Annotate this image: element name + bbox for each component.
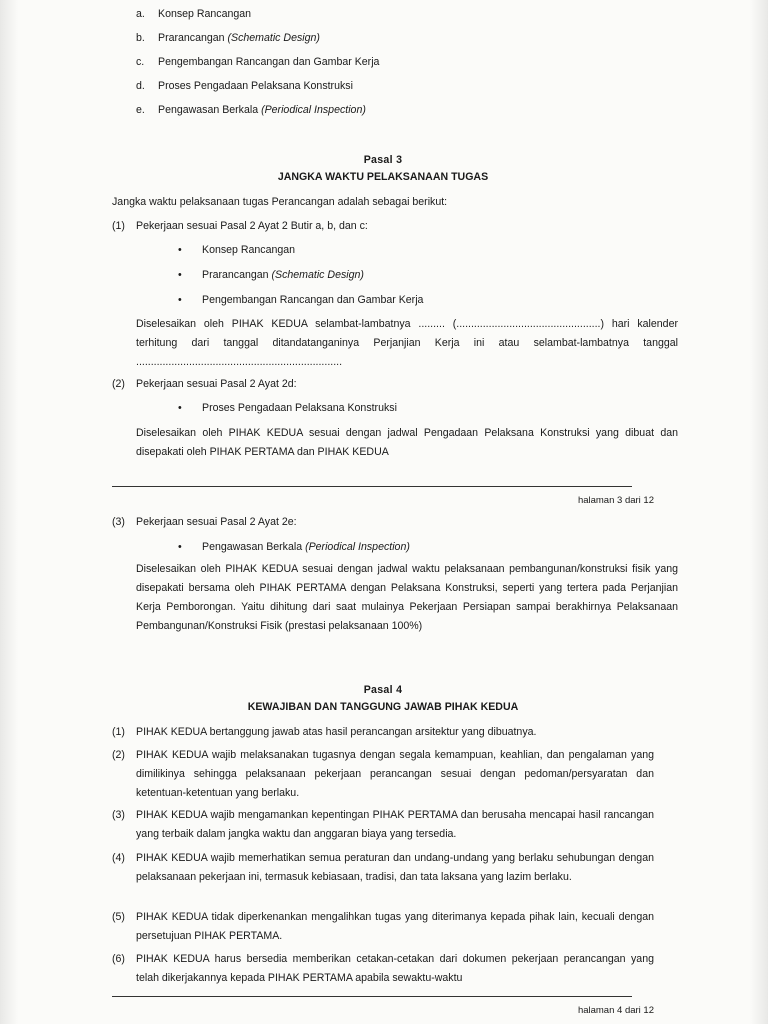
list-text: Prarancangan xyxy=(158,32,228,44)
pasal-4-title: KEWAJIBAN DAN TANGGUNG JAWAB PIHAK KEDUA xyxy=(247,701,519,713)
bullet-text-italic: (Schematic Design) xyxy=(271,269,364,281)
pasal-4-item-3 xyxy=(112,806,654,844)
bullet-icon: • xyxy=(178,244,182,256)
bullet-item xyxy=(112,398,720,418)
list-text: Proses Pengadaan Pelaksana Konstruksi xyxy=(158,80,353,92)
pasal-3-heading: Pasal 3 xyxy=(363,154,403,166)
bullet-icon: • xyxy=(178,294,182,306)
list-marker: e. xyxy=(136,104,145,116)
item-marker: (3) xyxy=(112,516,125,528)
page-divider xyxy=(112,996,632,997)
page-divider xyxy=(112,486,632,487)
bullet-item xyxy=(112,290,720,310)
item-text: PIHAK KEDUA harus bersedia memberikan cetakan-cetakan dari dokumen pekerjaan perancangan yang telah dikerjakannya kepada PIHAK PERTAMA apabila sewaktu-waktu xyxy=(136,953,654,984)
bullet-text: Pengawasan Berkala xyxy=(202,541,306,553)
pasal-3-item-3 xyxy=(112,512,654,532)
page-number: halaman 3 dari 12 xyxy=(577,495,654,506)
item-marker: (1) xyxy=(112,726,125,738)
list-text-italic: (Periodical Inspection) xyxy=(261,104,366,116)
scan-shadow-right xyxy=(750,0,768,1024)
list-item xyxy=(112,4,654,28)
pasal-4-item-1 xyxy=(112,722,654,742)
pasal-3-intro: Jangka waktu pelaksanaan tugas Perancangan adalah sebagai berikut: xyxy=(112,196,448,208)
item-marker: (2) xyxy=(112,378,125,390)
item-text: PIHAK KEDUA wajib melaksanakan tugasnya dengan segala kemampuan, keahlian, dan pengalaman yang dimilikinya sehingga pelaksanaan pekerjaan perancangan sesuai dengan pedoman/persyaratan dan ketentuan-ketentuan yang berlaku. xyxy=(136,749,654,799)
item-text: Pekerjaan sesuai Pasal 2 Ayat 2e: xyxy=(136,516,297,528)
pasal-3-item-2-paragraph: Diselesaikan oleh PIHAK KEDUA sesuai dengan jadwal Pengadaan Pelaksana Konstruksi yang dibuat dan disepakati oleh PIHAK PERTAMA dan PIHAK KEDUA xyxy=(136,427,678,458)
list-text-italic: (Schematic Design) xyxy=(227,32,320,44)
list-text: Pengembangan Rancangan dan Gambar Kerja xyxy=(158,56,380,68)
bullet-item xyxy=(112,537,720,557)
list-marker: d. xyxy=(136,80,145,92)
item-marker: (1) xyxy=(112,220,125,232)
item-marker: (2) xyxy=(112,749,125,761)
bullet-icon: • xyxy=(178,541,182,553)
list-text: Pengawasan Berkala xyxy=(158,104,262,116)
scan-shadow-left xyxy=(0,0,18,1024)
pasal-4-heading: Pasal 4 xyxy=(363,684,403,696)
pasal-4-item-6 xyxy=(112,950,654,988)
item-marker: (3) xyxy=(112,809,125,821)
item-text: Pekerjaan sesuai Pasal 2 Ayat 2d: xyxy=(136,378,297,390)
pasal-4-item-5 xyxy=(112,908,654,946)
letter-list xyxy=(112,4,654,124)
list-item xyxy=(112,52,654,76)
pasal-3-item-2 xyxy=(112,374,654,394)
pasal-3-item-1 xyxy=(112,216,654,236)
list-item xyxy=(112,28,654,52)
item-text: PIHAK KEDUA tidak diperkenankan mengalihkan tugas yang diterimanya kepada pihak lain, kecuali dengan persetujuan PIHAK PERTAMA. xyxy=(136,911,654,942)
pasal-4-item-4 xyxy=(112,849,654,887)
bullet-icon: • xyxy=(178,402,182,414)
bullet-icon: • xyxy=(178,269,182,281)
list-marker: c. xyxy=(136,56,145,68)
bullet-text: Konsep Rancangan xyxy=(202,244,296,256)
list-marker: b. xyxy=(136,32,145,44)
item-text: PIHAK KEDUA bertanggung jawab atas hasil perancangan arsitektur yang dibuatnya. xyxy=(136,726,537,738)
list-marker: a. xyxy=(136,8,145,20)
bullet-text: Prarancangan xyxy=(202,269,272,281)
bullet-text: Pengembangan Rancangan dan Gambar Kerja xyxy=(202,294,424,306)
list-item xyxy=(112,76,654,100)
item-marker: (6) xyxy=(112,953,125,965)
bullet-text-italic: (Periodical Inspection) xyxy=(305,541,410,553)
bullet-text: Proses Pengadaan Pelaksana Konstruksi xyxy=(202,402,397,414)
item-text: PIHAK KEDUA wajib memerhatikan semua peraturan dan undang-undang yang berlaku sehubungan dengan pelaksanaan pekerjaan ini, termasuk kebiasaan, tradisi, dan tata laksana yang lazim berlaku. xyxy=(136,852,654,883)
list-item xyxy=(112,100,654,124)
pasal-3-item-3-paragraph: Diselesaikan oleh PIHAK KEDUA sesuai dengan jadwal waktu pelaksanaan pembangunan/konstruksi fisik yang disepakati bersama oleh PIHAK PERTAMA dengan Pelaksana Konstruksi, seperti yang tertera pada Perjanjian Kerja Pemborongan. Yaitu dihitung dari saat mulainya Pekerjaan Persiapan sampai berakhirnya Pelaksanaan Pembangunan/Konstruksi Fisik (prestasi pelaksanaan 100%) xyxy=(136,563,678,632)
item-marker: (4) xyxy=(112,852,125,864)
pasal-3-title: JANGKA WAKTU PELAKSANAAN TUGAS xyxy=(277,171,489,183)
item-text: Pekerjaan sesuai Pasal 2 Ayat 2 Butir a, b, dan c: xyxy=(136,220,368,232)
list-text: Konsep Rancangan xyxy=(158,8,252,20)
page-number: halaman 4 dari 12 xyxy=(577,1005,654,1016)
pasal-3-item-1-paragraph: Diselesaikan oleh PIHAK KEDUA selambat-lambatnya ......... (.................................................) hari kalender terhitung dari tanggal ditandatanganinya Perjanjian Kerja ini atau selambat-lambatnya tanggal ...................................................................... xyxy=(136,318,678,368)
item-marker: (5) xyxy=(112,911,125,923)
bullet-item xyxy=(112,240,720,260)
pasal-4-item-2 xyxy=(112,746,654,803)
bullet-item xyxy=(112,265,720,285)
item-text: PIHAK KEDUA wajib mengamankan kepentingan PIHAK PERTAMA dan berusaha mencapai hasil rancangan yang terbaik dalam jangka waktu dan anggaran biaya yang tersedia. xyxy=(136,809,654,840)
